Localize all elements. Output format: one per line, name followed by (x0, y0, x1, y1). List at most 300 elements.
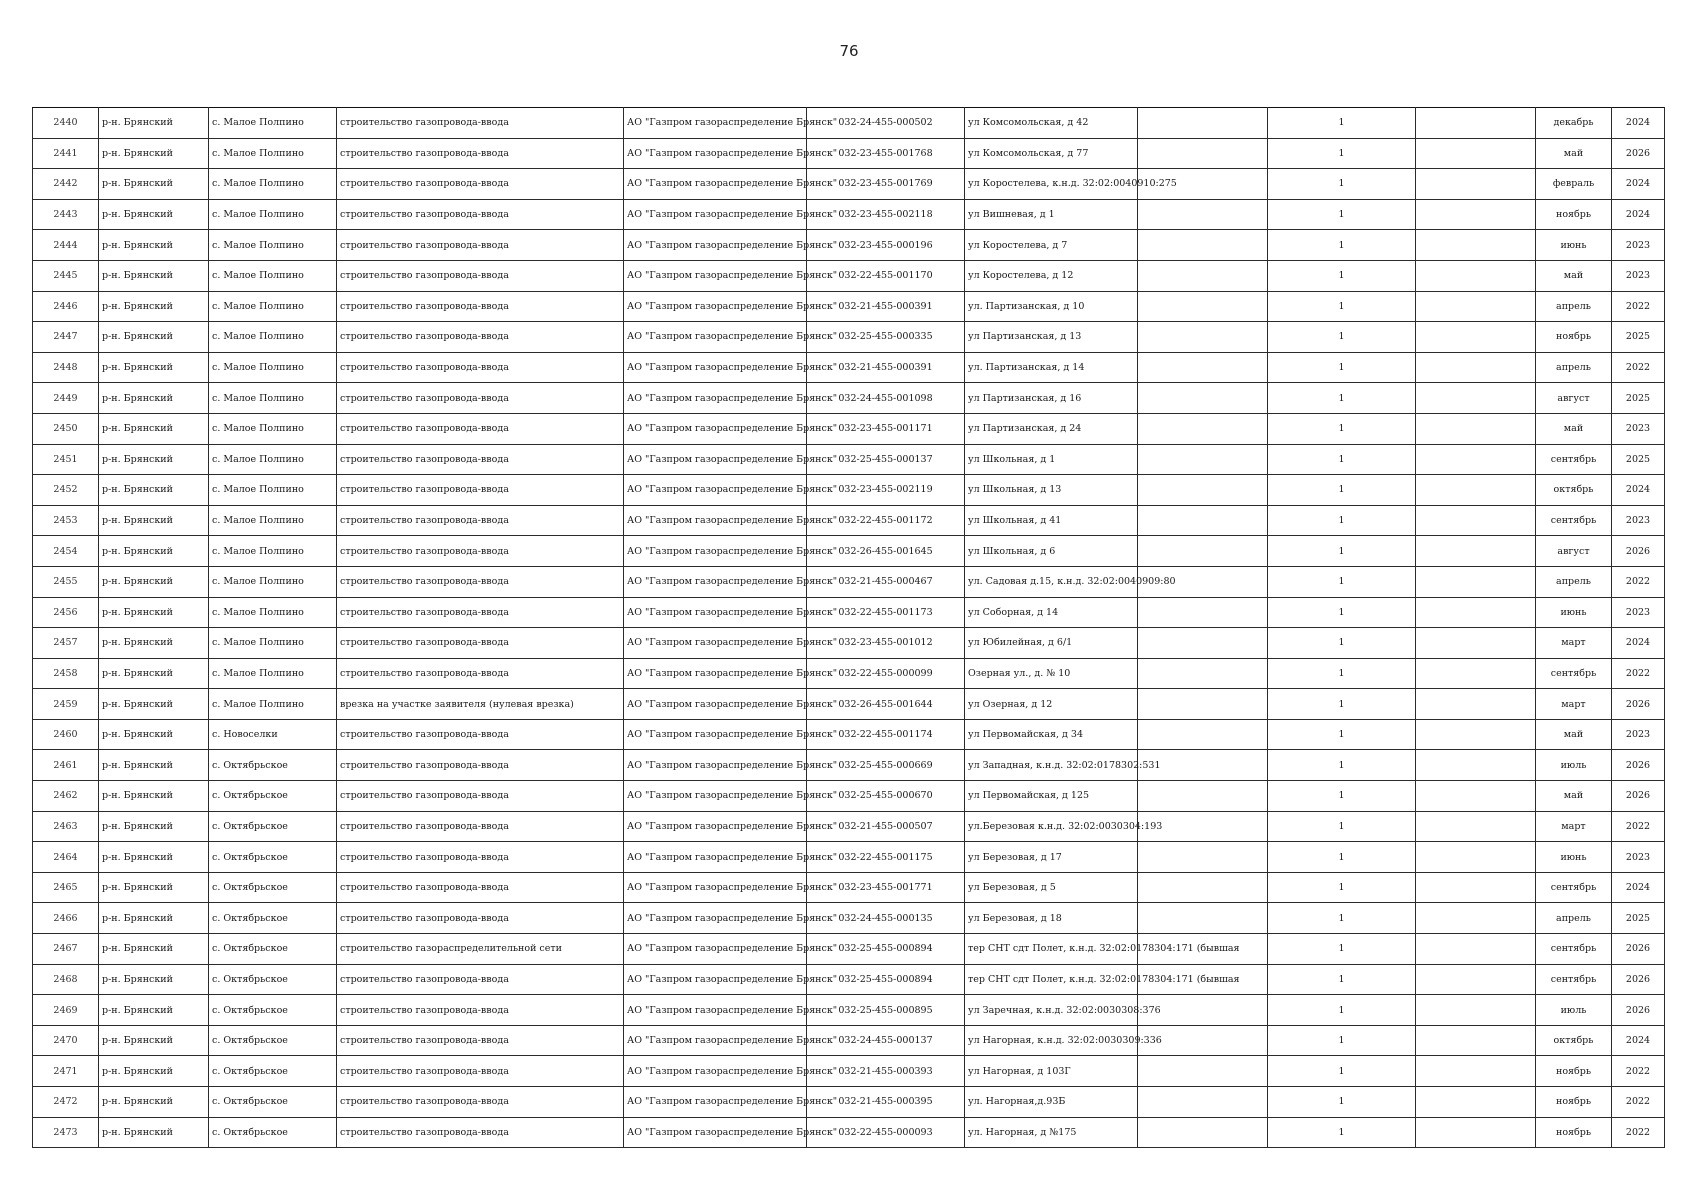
application-code-cell: 032-22-455-000099 (807, 658, 965, 689)
month-cell: февраль (1536, 169, 1612, 200)
table-row (33, 230, 1665, 261)
empty-cell (1138, 260, 1268, 291)
row-number-cell: 2456 (33, 597, 99, 628)
count-cell: 1 (1268, 750, 1416, 781)
year-cell: 2025 (1612, 383, 1665, 414)
row-number-cell: 2441 (33, 138, 99, 169)
row-number-cell: 2473 (33, 1117, 99, 1148)
work-type-cell: строительство газораспределительной сети (337, 934, 624, 965)
organization-cell: АО "Газпром газораспределение Брянск" (624, 444, 807, 475)
month-cell: июнь (1536, 597, 1612, 628)
year-cell: 2025 (1612, 903, 1665, 934)
district-cell: р-н. Брянский (99, 475, 209, 506)
organization-cell: АО "Газпром газораспределение Брянск" (624, 383, 807, 414)
row-number-cell: 2460 (33, 719, 99, 750)
empty-cell (1416, 1087, 1536, 1118)
application-code-cell: 032-25-455-000669 (807, 750, 965, 781)
count-cell: 1 (1268, 322, 1416, 353)
table-row (33, 138, 1665, 169)
year-cell: 2025 (1612, 444, 1665, 475)
year-cell: 2022 (1612, 1056, 1665, 1087)
empty-cell (1416, 903, 1536, 934)
empty-cell (1138, 1087, 1268, 1118)
address-cell: ул.Березовая к.н.д. 32:02:0030304:193 (965, 811, 1138, 842)
row-number-cell: 2468 (33, 964, 99, 995)
empty-cell (1416, 964, 1536, 995)
empty-cell (1416, 291, 1536, 322)
district-cell: р-н. Брянский (99, 719, 209, 750)
count-cell: 1 (1268, 138, 1416, 169)
district-cell: р-н. Брянский (99, 811, 209, 842)
year-cell: 2022 (1612, 811, 1665, 842)
empty-cell (1416, 138, 1536, 169)
work-type-cell: строительство газопровода-ввода (337, 964, 624, 995)
empty-cell (1416, 413, 1536, 444)
table-row (33, 1117, 1665, 1148)
application-code-cell: 032-25-455-000670 (807, 781, 965, 812)
empty-cell (1138, 781, 1268, 812)
count-cell: 1 (1268, 1087, 1416, 1118)
table-row (33, 964, 1665, 995)
row-number-cell: 2465 (33, 872, 99, 903)
row-number-cell: 2458 (33, 658, 99, 689)
row-number-cell: 2443 (33, 199, 99, 230)
table-row (33, 1025, 1665, 1056)
settlement-cell: с. Малое Полпино (209, 536, 337, 567)
address-cell: ул Партизанская, д 13 (965, 322, 1138, 353)
district-cell: р-н. Брянский (99, 964, 209, 995)
address-cell: ул. Садовая д.15, к.н.д. 32:02:0040909:80 (965, 566, 1138, 597)
settlement-cell: с. Малое Полпино (209, 689, 337, 720)
settlement-cell: с. Октябрьское (209, 1056, 337, 1087)
empty-cell (1416, 658, 1536, 689)
organization-cell: АО "Газпром газораспределение Брянск" (624, 1056, 807, 1087)
count-cell: 1 (1268, 1117, 1416, 1148)
empty-cell (1416, 230, 1536, 261)
district-cell: р-н. Брянский (99, 536, 209, 567)
settlement-cell: с. Малое Полпино (209, 260, 337, 291)
month-cell: октябрь (1536, 1025, 1612, 1056)
table-row (33, 934, 1665, 965)
empty-cell (1138, 689, 1268, 720)
year-cell: 2024 (1612, 1025, 1665, 1056)
empty-cell (1416, 872, 1536, 903)
work-type-cell: строительство газопровода-ввода (337, 566, 624, 597)
district-cell: р-н. Брянский (99, 169, 209, 200)
row-number-cell: 2449 (33, 383, 99, 414)
table-row (33, 505, 1665, 536)
work-type-cell: строительство газопровода-ввода (337, 322, 624, 353)
work-type-cell: строительство газопровода-ввода (337, 995, 624, 1026)
empty-cell (1138, 413, 1268, 444)
application-code-cell: 032-22-455-001170 (807, 260, 965, 291)
settlement-cell: с. Октябрьское (209, 995, 337, 1026)
year-cell: 2026 (1612, 964, 1665, 995)
row-number-cell: 2442 (33, 169, 99, 200)
table-row (33, 566, 1665, 597)
address-cell: ул Школьная, д 13 (965, 475, 1138, 506)
organization-cell: АО "Газпром газораспределение Брянск" (624, 138, 807, 169)
count-cell: 1 (1268, 842, 1416, 873)
organization-cell: АО "Газпром газораспределение Брянск" (624, 475, 807, 506)
address-cell: ул Березовая, д 18 (965, 903, 1138, 934)
work-type-cell: строительство газопровода-ввода (337, 903, 624, 934)
month-cell: март (1536, 689, 1612, 720)
year-cell: 2026 (1612, 781, 1665, 812)
month-cell: май (1536, 138, 1612, 169)
year-cell: 2026 (1612, 536, 1665, 567)
empty-cell (1416, 108, 1536, 139)
year-cell: 2022 (1612, 352, 1665, 383)
empty-cell (1138, 475, 1268, 506)
organization-cell: АО "Газпром газораспределение Брянск" (624, 903, 807, 934)
empty-cell (1138, 230, 1268, 261)
year-cell: 2023 (1612, 230, 1665, 261)
table-row (33, 995, 1665, 1026)
organization-cell: АО "Газпром газораспределение Брянск" (624, 689, 807, 720)
year-cell: 2026 (1612, 934, 1665, 965)
work-type-cell: строительство газопровода-ввода (337, 291, 624, 322)
count-cell: 1 (1268, 628, 1416, 659)
empty-cell (1416, 1056, 1536, 1087)
count-cell: 1 (1268, 964, 1416, 995)
row-number-cell: 2451 (33, 444, 99, 475)
organization-cell: АО "Газпром газораспределение Брянск" (624, 1117, 807, 1148)
month-cell: июль (1536, 750, 1612, 781)
empty-cell (1416, 1117, 1536, 1148)
empty-cell (1416, 1025, 1536, 1056)
district-cell: р-н. Брянский (99, 781, 209, 812)
table-row (33, 352, 1665, 383)
district-cell: р-н. Брянский (99, 934, 209, 965)
organization-cell: АО "Газпром газораспределение Брянск" (624, 1025, 807, 1056)
row-number-cell: 2455 (33, 566, 99, 597)
organization-cell: АО "Газпром газораспределение Брянск" (624, 964, 807, 995)
address-cell: ул. Партизанская, д 14 (965, 352, 1138, 383)
empty-cell (1416, 352, 1536, 383)
year-cell: 2025 (1612, 322, 1665, 353)
year-cell: 2024 (1612, 108, 1665, 139)
application-code-cell: 032-23-455-001769 (807, 169, 965, 200)
application-code-cell: 032-21-455-000391 (807, 291, 965, 322)
settlement-cell: с. Октябрьское (209, 781, 337, 812)
table-row (33, 903, 1665, 934)
organization-cell: АО "Газпром газораспределение Брянск" (624, 108, 807, 139)
settlement-cell: с. Октябрьское (209, 872, 337, 903)
count-cell: 1 (1268, 291, 1416, 322)
address-cell: ул Комсомольская, д 42 (965, 108, 1138, 139)
month-cell: апрель (1536, 352, 1612, 383)
address-cell: ул Соборная, д 14 (965, 597, 1138, 628)
year-cell: 2022 (1612, 1117, 1665, 1148)
settlement-cell: с. Малое Полпино (209, 169, 337, 200)
district-cell: р-н. Брянский (99, 750, 209, 781)
row-number-cell: 2472 (33, 1087, 99, 1118)
district-cell: р-н. Брянский (99, 199, 209, 230)
month-cell: ноябрь (1536, 199, 1612, 230)
organization-cell: АО "Газпром газораспределение Брянск" (624, 750, 807, 781)
table-row (33, 199, 1665, 230)
empty-cell (1138, 1117, 1268, 1148)
empty-cell (1416, 475, 1536, 506)
empty-cell (1416, 383, 1536, 414)
work-type-cell: строительство газопровода-ввода (337, 260, 624, 291)
address-cell: ул Заречная, к.н.д. 32:02:0030308:376 (965, 995, 1138, 1026)
empty-cell (1416, 260, 1536, 291)
table-row (33, 719, 1665, 750)
year-cell: 2024 (1612, 475, 1665, 506)
organization-cell: АО "Газпром газораспределение Брянск" (624, 628, 807, 659)
row-number-cell: 2457 (33, 628, 99, 659)
year-cell: 2026 (1612, 750, 1665, 781)
count-cell: 1 (1268, 872, 1416, 903)
count-cell: 1 (1268, 719, 1416, 750)
address-cell: ул Комсомольская, д 77 (965, 138, 1138, 169)
settlement-cell: с. Малое Полпино (209, 230, 337, 261)
work-type-cell: строительство газопровода-ввода (337, 842, 624, 873)
district-cell: р-н. Брянский (99, 995, 209, 1026)
organization-cell: АО "Газпром газораспределение Брянск" (624, 352, 807, 383)
address-cell: тер СНТ сдт Полет, к.н.д. 32:02:0178304:171 (бывшая (965, 964, 1138, 995)
work-type-cell: строительство газопровода-ввода (337, 199, 624, 230)
application-code-cell: 032-25-455-000894 (807, 934, 965, 965)
organization-cell: АО "Газпром газораспределение Брянск" (624, 230, 807, 261)
table-row (33, 811, 1665, 842)
empty-cell (1138, 444, 1268, 475)
application-code-cell: 032-21-455-000391 (807, 352, 965, 383)
application-code-cell: 032-25-455-000137 (807, 444, 965, 475)
table-row (33, 842, 1665, 873)
organization-cell: АО "Газпром газораспределение Брянск" (624, 291, 807, 322)
count-cell: 1 (1268, 352, 1416, 383)
address-cell: ул Озерная, д 12 (965, 689, 1138, 720)
count-cell: 1 (1268, 903, 1416, 934)
table-row (33, 658, 1665, 689)
year-cell: 2023 (1612, 842, 1665, 873)
address-cell: ул Коростелева, к.н.д. 32:02:0040910:275 (965, 169, 1138, 200)
empty-cell (1416, 995, 1536, 1026)
row-number-cell: 2471 (33, 1056, 99, 1087)
address-cell: ул Партизанская, д 16 (965, 383, 1138, 414)
table-row (33, 781, 1665, 812)
district-cell: р-н. Брянский (99, 658, 209, 689)
empty-cell (1416, 842, 1536, 873)
count-cell: 1 (1268, 536, 1416, 567)
settlement-cell: с. Малое Полпино (209, 322, 337, 353)
count-cell: 1 (1268, 934, 1416, 965)
table-row (33, 475, 1665, 506)
work-type-cell: строительство газопровода-ввода (337, 597, 624, 628)
count-cell: 1 (1268, 1025, 1416, 1056)
district-cell: р-н. Брянский (99, 413, 209, 444)
organization-cell: АО "Газпром газораспределение Брянск" (624, 505, 807, 536)
application-code-cell: 032-21-455-000395 (807, 1087, 965, 1118)
month-cell: апрель (1536, 566, 1612, 597)
settlement-cell: с. Малое Полпино (209, 138, 337, 169)
month-cell: август (1536, 383, 1612, 414)
year-cell: 2022 (1612, 658, 1665, 689)
month-cell: сентябрь (1536, 658, 1612, 689)
row-number-cell: 2464 (33, 842, 99, 873)
row-number-cell: 2452 (33, 475, 99, 506)
organization-cell: АО "Газпром газораспределение Брянск" (624, 169, 807, 200)
empty-cell (1138, 903, 1268, 934)
month-cell: сентябрь (1536, 872, 1612, 903)
empty-cell (1416, 444, 1536, 475)
address-cell: ул Нагорная, к.н.д. 32:02:0030309:336 (965, 1025, 1138, 1056)
count-cell: 1 (1268, 689, 1416, 720)
organization-cell: АО "Газпром газораспределение Брянск" (624, 872, 807, 903)
address-cell: ул. Нагорная,д.93Б (965, 1087, 1138, 1118)
address-cell: ул Юбилейная, д 6/1 (965, 628, 1138, 659)
application-code-cell: 032-24-455-000137 (807, 1025, 965, 1056)
settlement-cell: с. Октябрьское (209, 1087, 337, 1118)
table-row (33, 413, 1665, 444)
organization-cell: АО "Газпром газораспределение Брянск" (624, 1087, 807, 1118)
empty-cell (1138, 138, 1268, 169)
row-number-cell: 2466 (33, 903, 99, 934)
row-number-cell: 2448 (33, 352, 99, 383)
application-code-cell: 032-22-455-001173 (807, 597, 965, 628)
organization-cell: АО "Газпром газораспределение Брянск" (624, 199, 807, 230)
address-cell: Озерная ул., д. № 10 (965, 658, 1138, 689)
work-type-cell: врезка на участке заявителя (нулевая врезка) (337, 689, 624, 720)
application-code-cell: 032-26-455-001644 (807, 689, 965, 720)
table-row (33, 1056, 1665, 1087)
table-row (33, 444, 1665, 475)
work-type-cell: строительство газопровода-ввода (337, 169, 624, 200)
application-code-cell: 032-25-455-000894 (807, 964, 965, 995)
empty-cell (1138, 719, 1268, 750)
application-code-cell: 032-23-455-001771 (807, 872, 965, 903)
empty-cell (1416, 322, 1536, 353)
application-code-cell: 032-21-455-000393 (807, 1056, 965, 1087)
year-cell: 2022 (1612, 291, 1665, 322)
settlement-cell: с. Малое Полпино (209, 444, 337, 475)
month-cell: ноябрь (1536, 1056, 1612, 1087)
work-type-cell: строительство газопровода-ввода (337, 413, 624, 444)
count-cell: 1 (1268, 658, 1416, 689)
table-row (33, 628, 1665, 659)
table-row (33, 597, 1665, 628)
table-row (33, 260, 1665, 291)
settlement-cell: с. Октябрьское (209, 750, 337, 781)
work-type-cell: строительство газопровода-ввода (337, 444, 624, 475)
settlement-cell: с. Октябрьское (209, 964, 337, 995)
empty-cell (1416, 689, 1536, 720)
empty-cell (1138, 597, 1268, 628)
district-cell: р-н. Брянский (99, 260, 209, 291)
month-cell: ноябрь (1536, 322, 1612, 353)
address-cell: ул Вишневая, д 1 (965, 199, 1138, 230)
organization-cell: АО "Газпром газораспределение Брянск" (624, 597, 807, 628)
application-code-cell: 032-24-455-001098 (807, 383, 965, 414)
empty-cell (1138, 383, 1268, 414)
work-type-cell: строительство газопровода-ввода (337, 1025, 624, 1056)
address-cell: ул Первомайская, д 34 (965, 719, 1138, 750)
month-cell: ноябрь (1536, 1087, 1612, 1118)
month-cell: май (1536, 719, 1612, 750)
count-cell: 1 (1268, 475, 1416, 506)
work-type-cell: строительство газопровода-ввода (337, 750, 624, 781)
work-type-cell: строительство газопровода-ввода (337, 383, 624, 414)
empty-cell (1416, 169, 1536, 200)
district-cell: р-н. Брянский (99, 108, 209, 139)
organization-cell: АО "Газпром газораспределение Брянск" (624, 536, 807, 567)
work-type-cell: строительство газопровода-ввода (337, 1117, 624, 1148)
row-number-cell: 2467 (33, 934, 99, 965)
organization-cell: АО "Газпром газораспределение Брянск" (624, 995, 807, 1026)
count-cell: 1 (1268, 383, 1416, 414)
district-cell: р-н. Брянский (99, 383, 209, 414)
address-cell: ул. Нагорная, д №175 (965, 1117, 1138, 1148)
empty-cell (1138, 872, 1268, 903)
count-cell: 1 (1268, 995, 1416, 1026)
settlement-cell: с. Новоселки (209, 719, 337, 750)
row-number-cell: 2447 (33, 322, 99, 353)
row-number-cell: 2450 (33, 413, 99, 444)
empty-cell (1416, 934, 1536, 965)
count-cell: 1 (1268, 169, 1416, 200)
month-cell: май (1536, 260, 1612, 291)
month-cell: июнь (1536, 230, 1612, 261)
district-cell: р-н. Брянский (99, 628, 209, 659)
application-code-cell: 032-22-455-000093 (807, 1117, 965, 1148)
row-number-cell: 2461 (33, 750, 99, 781)
organization-cell: АО "Газпром газораспределение Брянск" (624, 811, 807, 842)
address-cell: ул. Партизанская, д 10 (965, 291, 1138, 322)
year-cell: 2023 (1612, 260, 1665, 291)
district-cell: р-н. Брянский (99, 566, 209, 597)
year-cell: 2023 (1612, 413, 1665, 444)
year-cell: 2023 (1612, 505, 1665, 536)
address-cell: ул Коростелева, д 12 (965, 260, 1138, 291)
address-cell: ул Коростелева, д 7 (965, 230, 1138, 261)
empty-cell (1138, 658, 1268, 689)
empty-cell (1138, 199, 1268, 230)
month-cell: октябрь (1536, 475, 1612, 506)
work-type-cell: строительство газопровода-ввода (337, 658, 624, 689)
table-row (33, 383, 1665, 414)
application-code-cell: 032-22-455-001172 (807, 505, 965, 536)
address-cell: ул Западная, к.н.д. 32:02:0178302:531 (965, 750, 1138, 781)
district-cell: р-н. Брянский (99, 138, 209, 169)
application-code-cell: 032-23-455-002119 (807, 475, 965, 506)
organization-cell: АО "Газпром газораспределение Брянск" (624, 413, 807, 444)
year-cell: 2023 (1612, 597, 1665, 628)
work-type-cell: строительство газопровода-ввода (337, 536, 624, 567)
district-cell: р-н. Брянский (99, 1025, 209, 1056)
work-type-cell: строительство газопровода-ввода (337, 1056, 624, 1087)
empty-cell (1416, 628, 1536, 659)
year-cell: 2024 (1612, 628, 1665, 659)
application-code-cell: 032-21-455-000507 (807, 811, 965, 842)
district-cell: р-н. Брянский (99, 689, 209, 720)
year-cell: 2024 (1612, 872, 1665, 903)
application-code-cell: 032-23-455-001012 (807, 628, 965, 659)
year-cell: 2026 (1612, 138, 1665, 169)
settlement-cell: с. Малое Полпино (209, 597, 337, 628)
empty-cell (1138, 842, 1268, 873)
row-number-cell: 2463 (33, 811, 99, 842)
month-cell: сентябрь (1536, 444, 1612, 475)
empty-cell (1416, 536, 1536, 567)
work-type-cell: строительство газопровода-ввода (337, 719, 624, 750)
row-number-cell: 2462 (33, 781, 99, 812)
row-number-cell: 2470 (33, 1025, 99, 1056)
application-code-cell: 032-25-455-000335 (807, 322, 965, 353)
month-cell: сентябрь (1536, 934, 1612, 965)
